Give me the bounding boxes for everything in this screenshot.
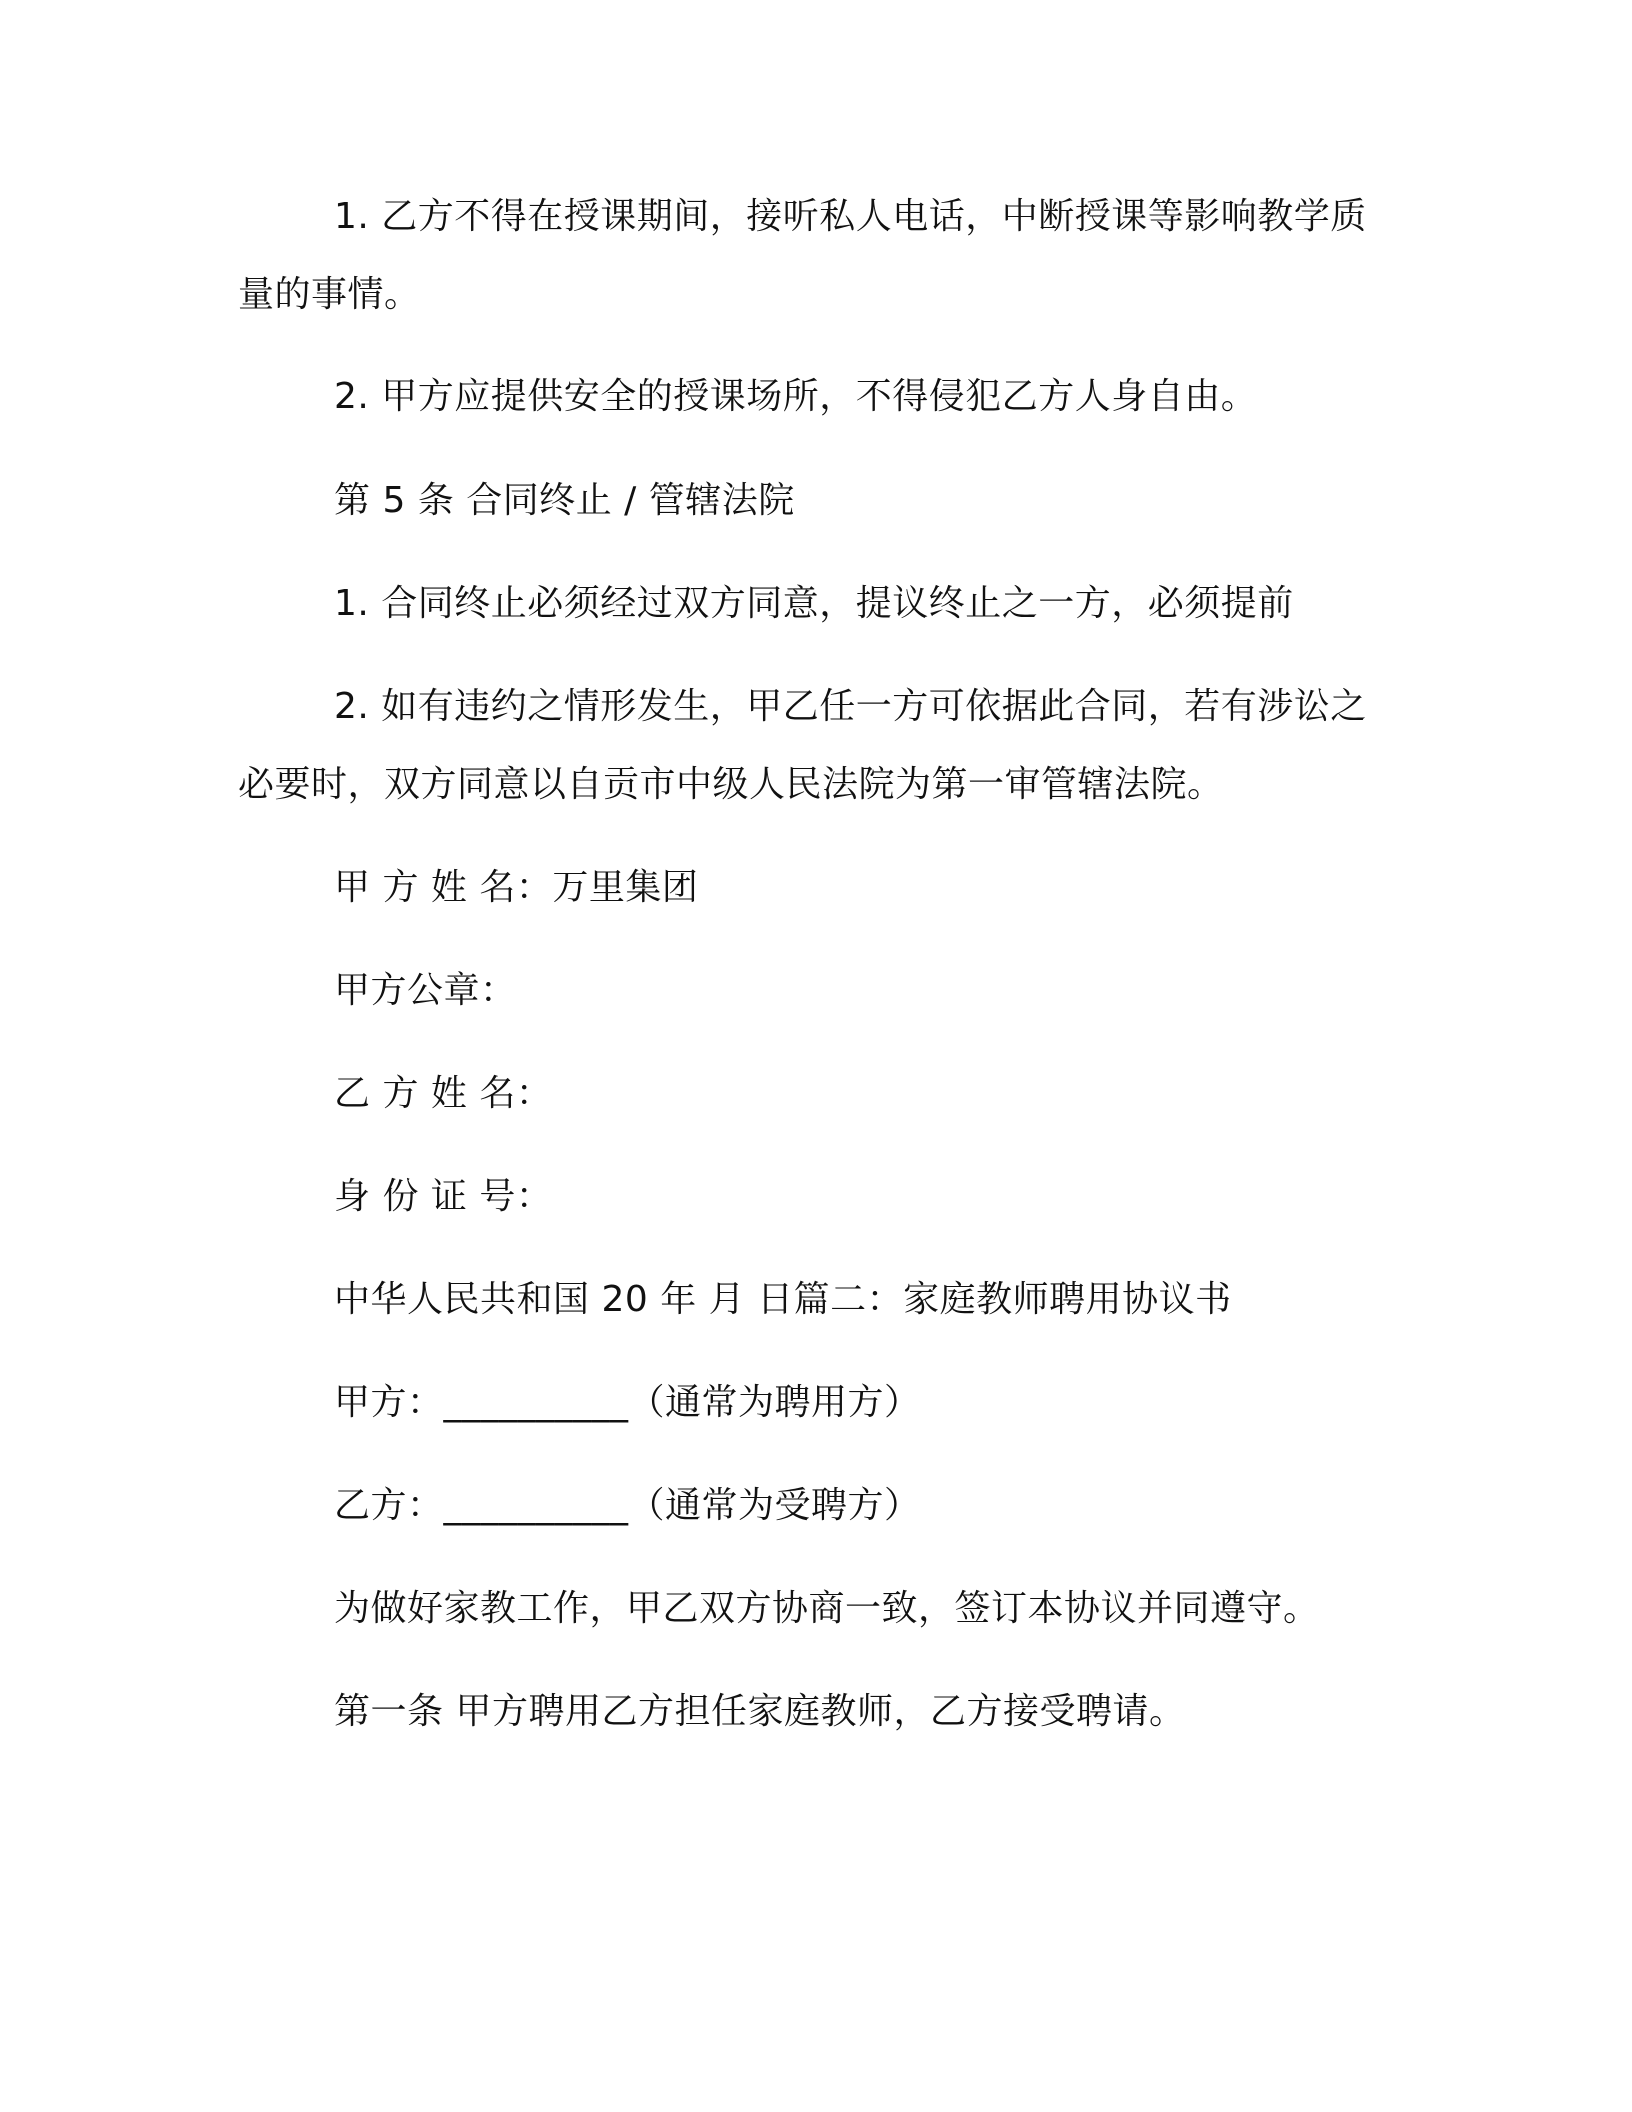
paragraph-jurisdiction: 2. 如有违约之情形发生，甲乙任一方可依据此合同，若有涉讼之必要时，双方同意以自贡市中级人民法院为第一审管辖法院。 xyxy=(238,686,1367,805)
paragraph-termination: 1. 合同终止必须经过双方同意，提议终止之一方，必须提前 xyxy=(334,583,1294,624)
party-a-name-line: 甲 方 姓 名：万里集团 xyxy=(334,867,699,908)
date-and-part-two-title: 中华人民共和国 20 年 月 日篇二：家庭教师聘用协议书 xyxy=(334,1279,1232,1320)
article-one: 第一条 甲方聘用乙方担任家庭教师，乙方接受聘请。 xyxy=(334,1691,1186,1732)
paragraph-clause-2: 2. 甲方应提供安全的授课场所，不得侵犯乙方人身自由。 xyxy=(334,376,1258,417)
party-a-line: 甲方：__________（通常为聘用方） xyxy=(334,1382,921,1423)
party-b-line: 乙方：__________（通常为受聘方） xyxy=(334,1485,921,1526)
party-b-name-line: 乙 方 姓 名： xyxy=(334,1073,553,1114)
section-heading-article-5: 第 5 条 合同终止 / 管辖法院 xyxy=(334,480,795,521)
id-number-line: 身 份 证 号： xyxy=(334,1176,553,1217)
paragraph-clause-1: 1. 乙方不得在授课期间，接听私人电话，中断授课等影响教学质量的事情。 xyxy=(238,196,1367,315)
agreement-preamble: 为做好家教工作，甲乙双方协商一致，签订本协议并同遵守。 xyxy=(334,1588,1320,1629)
party-a-seal-line: 甲方公章： xyxy=(334,970,517,1011)
